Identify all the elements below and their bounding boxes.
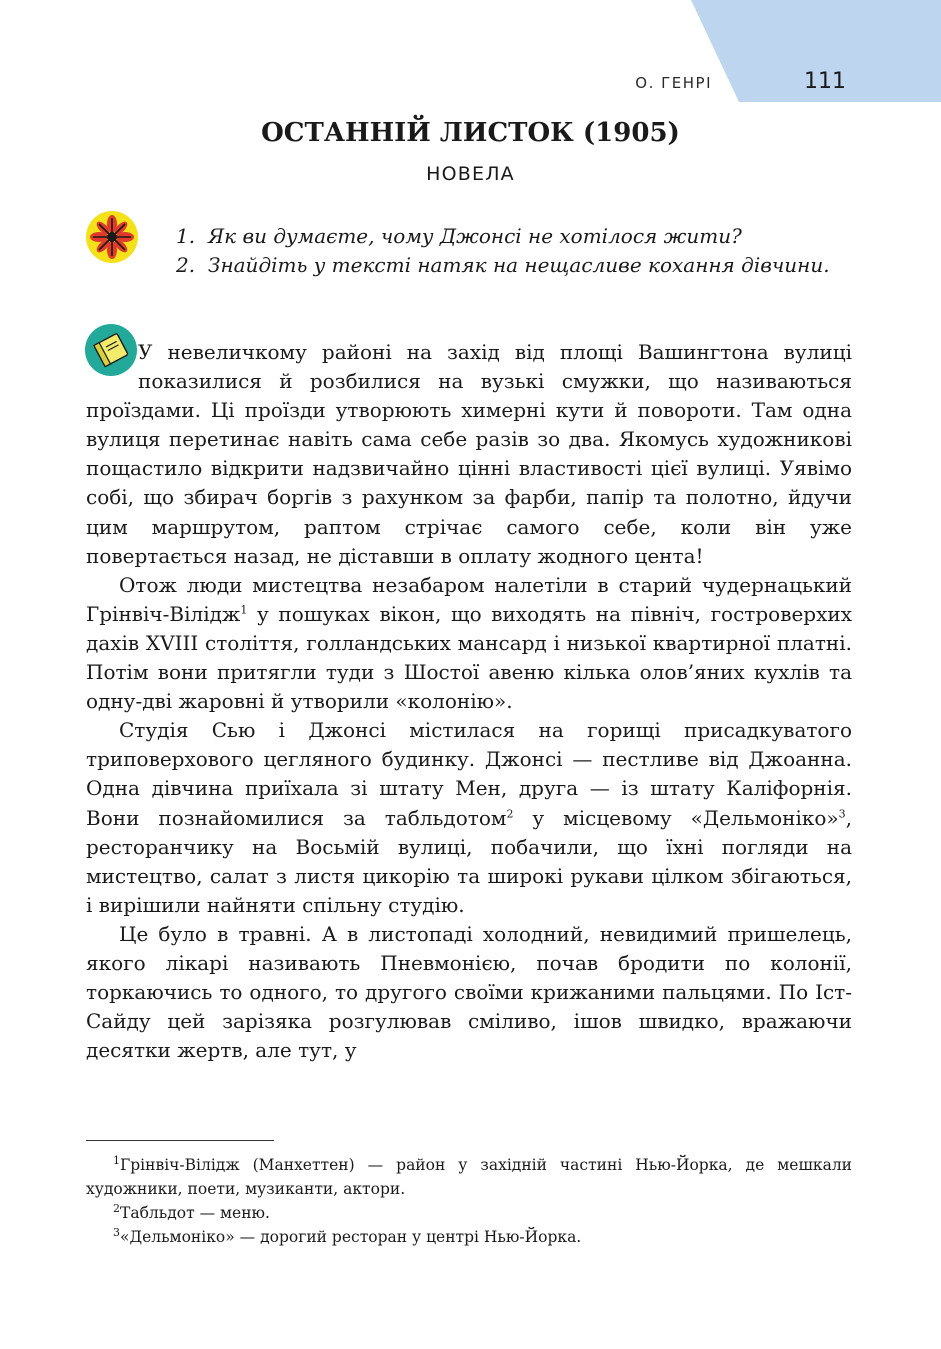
footnote-ref: 1 (240, 603, 248, 617)
footnote-ref: 2 (506, 806, 514, 820)
question-text: Як ви думаєте, чому Джонсі не хотілося жити? (208, 224, 742, 248)
paragraph (86, 571, 852, 716)
question-number: 2. (176, 253, 196, 277)
paragraph-text: Це було в травні. А в листопаді холодний, невидимий пришелець, якого лікарі називають Пневмонією, почав бродити по колонії, торкаючись то одного, то другого своїми крижаними пальцями. По Іст-Сайду цей зарізяка розгулював сміливо, ішов швидко, вражаючи десятки жертв, але тут, у (86, 921, 852, 1063)
paragraph-text: У невеличкому районі на захід від площі Вашингтона вулиці показилися й розбилися на вузькі смужки, що називаються проїздами. Ці проїзди утворюють химерні кути й повороти. Там одна вулиця перетинає навіть сама себе разів зо два. Якомусь художникові пощастило відкрити надзвичайно цінні властивості цієї вулиці. Уявімо собі, що збирач боргів з рахунком за фарби, папір та полотно, йдучи цим маршрутом, раптом стрічає самого себе, коли він уже повертається назад, не діставши в оплату жодного цента! (86, 340, 852, 568)
running-head: О. ГЕНРІ (635, 74, 712, 92)
footnote-mark: 2 (113, 1201, 120, 1215)
footnote (86, 1225, 852, 1249)
paragraph (86, 920, 852, 1065)
paragraph (86, 716, 852, 920)
footnote-ref: 3 (838, 806, 846, 820)
footnote-mark: 1 (113, 1153, 120, 1167)
question-item (176, 222, 852, 251)
paragraph-text: Отож люди мистецтва незабаром налетіли в старий чудернацький Грінвіч-Вілідж (86, 572, 852, 626)
footnote-text: Грінвіч-Вілідж (Манхеттен) — район у західній частині Нью-Йорка, де мешкали художники, поети, музиканти, актори. (86, 1156, 852, 1198)
flower-icon (85, 210, 139, 264)
paragraph-text: у пошуках вікон, що виходять на північ, гостроверхих дахів XVIII століття, голландських мансард і низької квартирної платні. Потім вони притягли туди з Шостої авеню кілька олов’яних кухлів та одну-дві жаровні й утворили «колонію». (86, 601, 852, 714)
footnote-text: «Дельмоніко» — дорогий ресторан у центрі Нью-Йорка. (120, 1228, 582, 1246)
footnote-divider (86, 1140, 274, 1141)
page-number: 111 (804, 69, 846, 94)
paragraph-text: , ресторанчику на Восьмій вулиці, побачили, що їхні погляди на мистецтво, салат з листя цикорію та широкі рукави цілком збігаються, і вирішили найняти спільну студію. (86, 805, 853, 917)
question-text: Знайдіть у тексті натяк на нещасливе кохання дівчини. (208, 253, 830, 277)
story-text (86, 338, 852, 1065)
question-number: 1. (176, 224, 196, 248)
footnote (86, 1201, 852, 1225)
footnote (86, 1153, 852, 1201)
footnote-mark: 3 (113, 1225, 120, 1239)
footnote-text: Табльдот — меню. (120, 1204, 270, 1222)
paragraph-text: Студія Сью і Джонсі містилася на горищі присадкуватого триповерхового цегляного будинку. Джонсі — пестливе від Джоанна. Одна дівчина приїхала зі штату Мен, друга — із штату Каліфорнія. Вони познайомилися за табльдотом (86, 718, 852, 830)
question-item (176, 251, 852, 280)
page-subtitle: НОВЕЛА (426, 163, 515, 185)
paragraph (86, 338, 852, 571)
footnotes (86, 1153, 852, 1249)
paragraph-text: у місцевому «Дельмоніко» (513, 805, 839, 830)
page-title: ОСТАННІЙ ЛИСТОК (1905) (261, 118, 680, 148)
questions-list (176, 222, 852, 280)
